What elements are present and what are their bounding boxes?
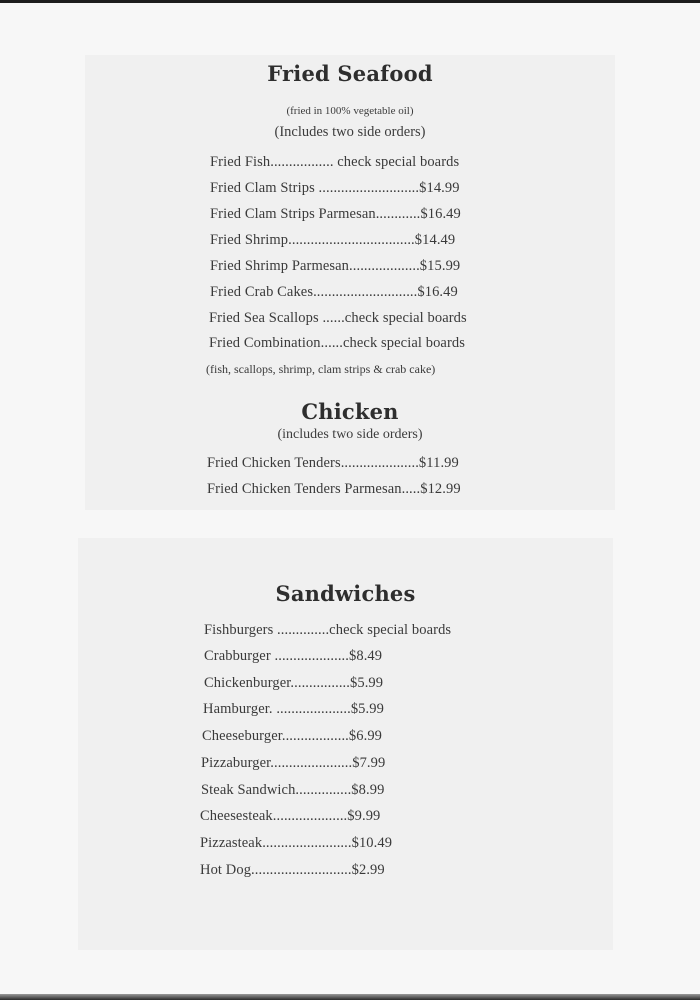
seafood-item-combination: Fried Combination......check special boards bbox=[209, 335, 465, 351]
chicken-item-tenders-parmesan: Fried Chicken Tenders Parmesan.....$12.99 bbox=[207, 481, 461, 497]
seafood-item-shrimp-parmesan: Fried Shrimp Parmesan...................$15.99 bbox=[210, 258, 461, 274]
seafood-sides-note: (Includes two side orders) bbox=[274, 124, 426, 140]
sandwiches-panel bbox=[78, 538, 613, 950]
sandwich-item-cheeseburger: Cheeseburger..................$6.99 bbox=[202, 728, 383, 744]
sandwich-item-chickenburger: Chickenburger................$5.99 bbox=[204, 675, 384, 691]
seafood-combination-note: (fish, scallops, shrimp, clam strips & crab cake) bbox=[206, 362, 436, 376]
seafood-item-fried-fish: Fried Fish................. check special boards bbox=[210, 154, 460, 170]
chicken-title: Chicken bbox=[301, 399, 399, 424]
page-bottom-edge bbox=[0, 994, 700, 1000]
seafood-item-shrimp: Fried Shrimp..................................$14.49 bbox=[210, 232, 456, 248]
sandwich-item-crabburger: Crabburger ....................$8.49 bbox=[204, 648, 383, 664]
sandwich-item-hot-dog: Hot Dog...........................$2.99 bbox=[200, 862, 385, 878]
seafood-oil-note: (fried in 100% vegetable oil) bbox=[286, 105, 414, 117]
seafood-item-clam-strips-parmesan: Fried Clam Strips Parmesan............$16.49 bbox=[210, 206, 461, 222]
seafood-title: Fried Seafood bbox=[267, 61, 433, 86]
sandwich-item-fishburgers: Fishburgers ..............check special boards bbox=[204, 622, 452, 638]
sandwich-item-pizzasteak: Pizzasteak........................$10.49 bbox=[200, 835, 393, 851]
page-top-edge bbox=[0, 0, 700, 3]
sandwich-item-steak-sandwich: Steak Sandwich...............$8.99 bbox=[201, 782, 385, 798]
seafood-item-clam-strips: Fried Clam Strips ...........................$14.99 bbox=[210, 180, 460, 196]
seafood-item-sea-scallops: Fried Sea Scallops ......check special boards bbox=[209, 310, 467, 326]
chicken-item-tenders: Fried Chicken Tenders.....................$11.99 bbox=[207, 455, 459, 471]
sandwich-item-pizzaburger: Pizzaburger......................$7.99 bbox=[201, 755, 386, 771]
chicken-sides-note: (includes two side orders) bbox=[277, 427, 423, 442]
sandwich-item-cheesesteak: Cheesesteak....................$9.99 bbox=[200, 808, 381, 824]
seafood-chicken-panel bbox=[85, 55, 615, 510]
sandwich-item-hamburger: Hamburger. ....................$5.99 bbox=[203, 701, 384, 717]
sandwiches-title: Sandwiches bbox=[275, 581, 416, 606]
seafood-item-crab-cakes: Fried Crab Cakes............................$16.49 bbox=[210, 284, 458, 300]
